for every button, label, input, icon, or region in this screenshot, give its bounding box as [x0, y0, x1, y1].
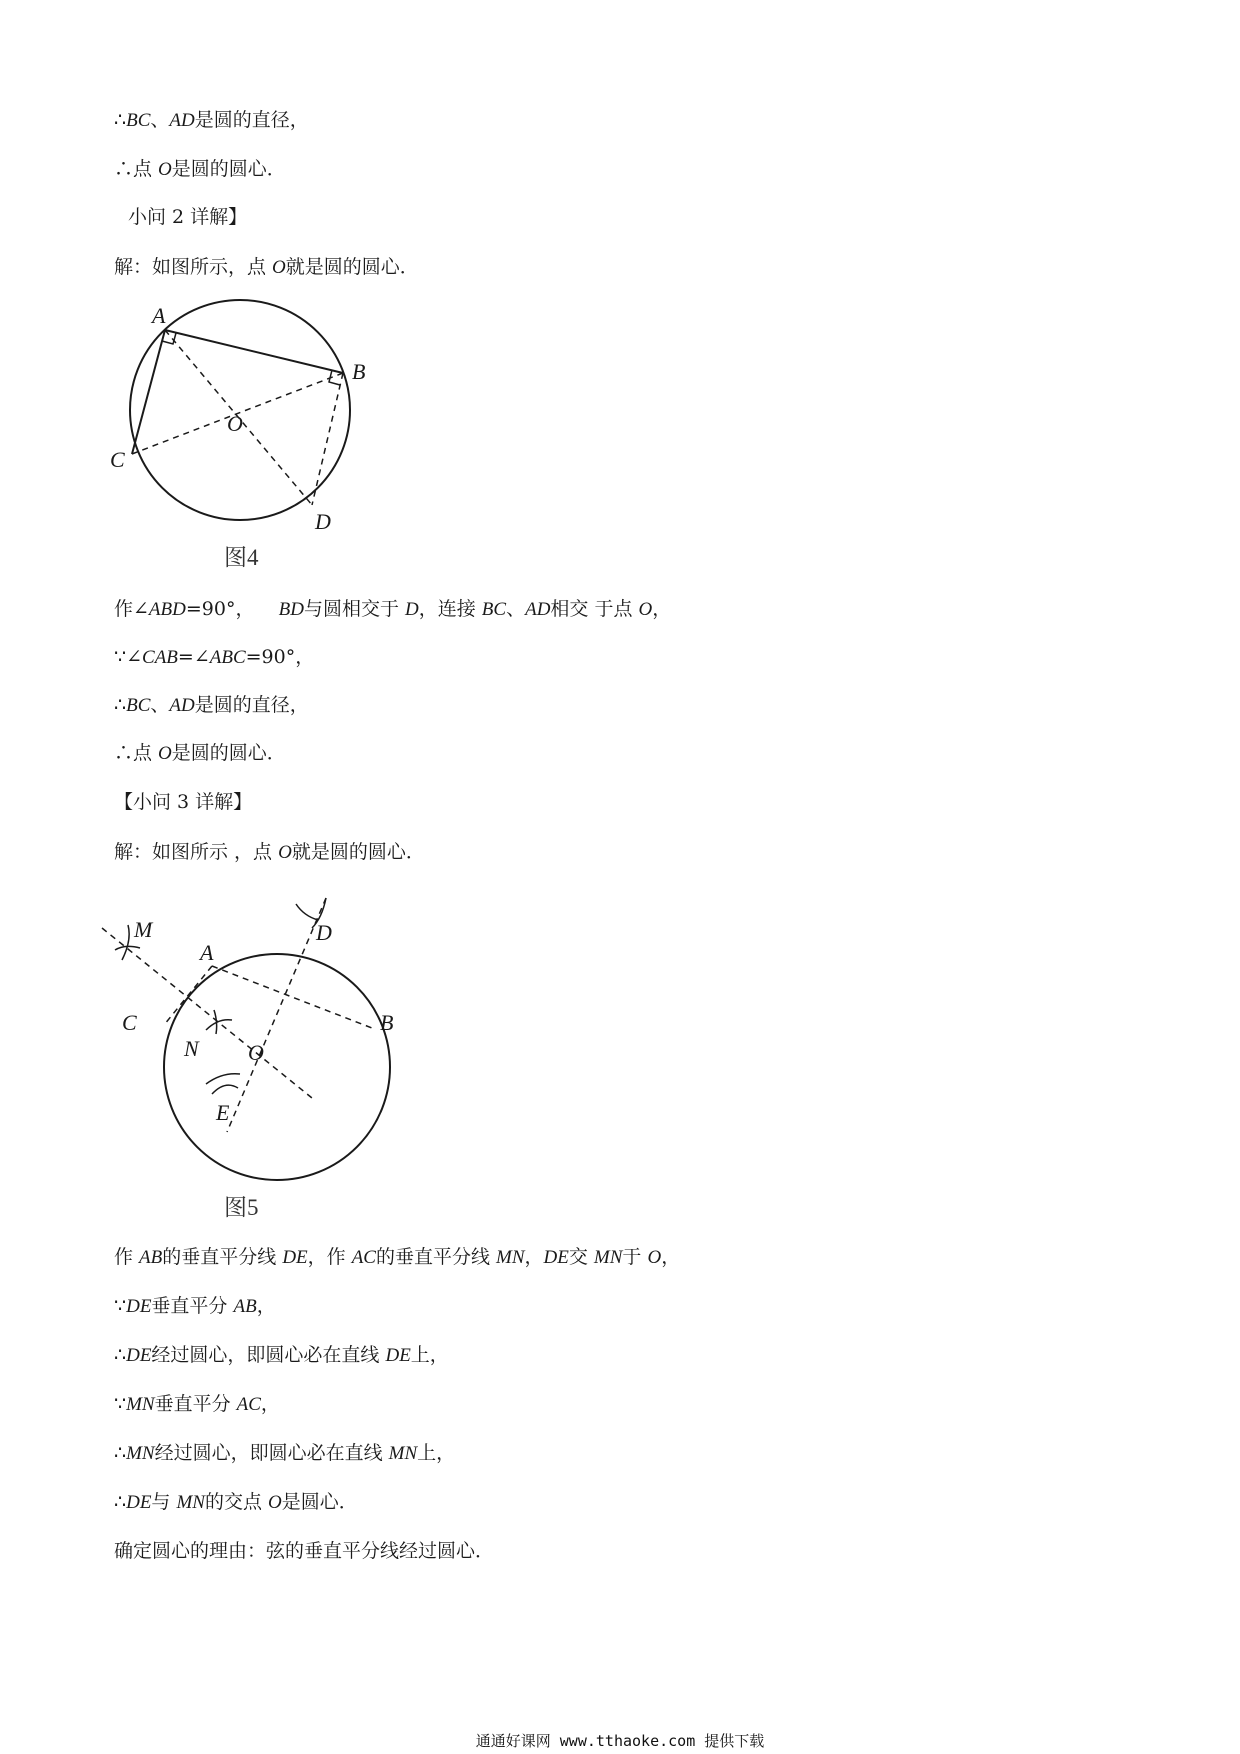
q3-step: ∵DE垂直平分 AB，	[114, 1295, 276, 1317]
label-e: E	[216, 1100, 230, 1125]
statement-line: ∴BC、AD是圆的直径，	[114, 109, 309, 131]
arc-mark-n	[214, 1010, 217, 1034]
figure-4	[100, 295, 390, 585]
q3-heading: 【小问 3 详解】	[114, 791, 253, 813]
chord-ac	[164, 966, 212, 1025]
q2-step: ∴点 O是圆的圆心．	[114, 742, 286, 764]
statement-line: ∴点 O是圆的圆心．	[114, 158, 286, 180]
label-b: B	[352, 359, 366, 384]
label-o: O	[248, 1040, 264, 1065]
chord-ab	[212, 966, 372, 1028]
label-a: A	[152, 303, 166, 328]
label-d: D	[316, 920, 332, 945]
circle	[164, 954, 390, 1180]
label-c: C	[110, 447, 125, 472]
segment-bd	[312, 373, 343, 505]
q3-step: ∴MN经过圆心，即圆心必在直线 MN上，	[114, 1442, 456, 1464]
arc-mark-e	[206, 1074, 240, 1084]
label-o: O	[227, 411, 243, 436]
figure-5	[100, 880, 420, 1230]
arc-mark-m	[122, 925, 129, 960]
q2-step: ∴BC、AD是圆的直径，	[114, 694, 309, 716]
label-c: C	[122, 1010, 137, 1035]
arc-mark-d	[296, 904, 318, 920]
label-d: D	[315, 509, 331, 534]
circle	[130, 300, 350, 520]
segment-ab	[165, 330, 343, 373]
label-n: N	[184, 1036, 199, 1061]
q2-intro: 解：如图所示，点 O就是圆的圆心．	[114, 256, 419, 278]
q3-step: 作 AB的垂直平分线 DE，作 AC的垂直平分线 MN，DE交 MN于 O，	[114, 1246, 681, 1268]
q2-step: 作∠ABD=90°， BD与圆相交于 D，连接 BC、AD相交 于点 O，	[114, 598, 672, 620]
label-b: B	[380, 1010, 394, 1035]
q3-step: ∴DE与 MN的交点 O是圆心．	[114, 1491, 358, 1513]
q3-intro: 解：如图所示 ，点 O就是圆的圆心．	[114, 841, 425, 863]
q3-step: ∵MN垂直平分 AC，	[114, 1393, 280, 1415]
figure-caption: 图5	[224, 1195, 259, 1220]
q2-heading: 小问 2 详解】	[128, 206, 248, 228]
arc-mark-n	[206, 1020, 232, 1030]
label-m: M	[134, 917, 153, 942]
figure-caption: 图4	[224, 545, 259, 570]
page-footer: 通通好课网 www.tthaoke.com 提供下载	[475, 1732, 765, 1750]
arc-mark-e	[212, 1085, 238, 1094]
q3-conclusion: 确定圆心的理由：弦的垂直平分线经过圆心．	[114, 1540, 495, 1562]
label-a: A	[200, 940, 214, 965]
q2-step: ∵∠CAB=∠ABC=90°，	[114, 646, 315, 668]
q3-step: ∴DE经过圆心，即圆心必在直线 DE上，	[114, 1344, 449, 1366]
